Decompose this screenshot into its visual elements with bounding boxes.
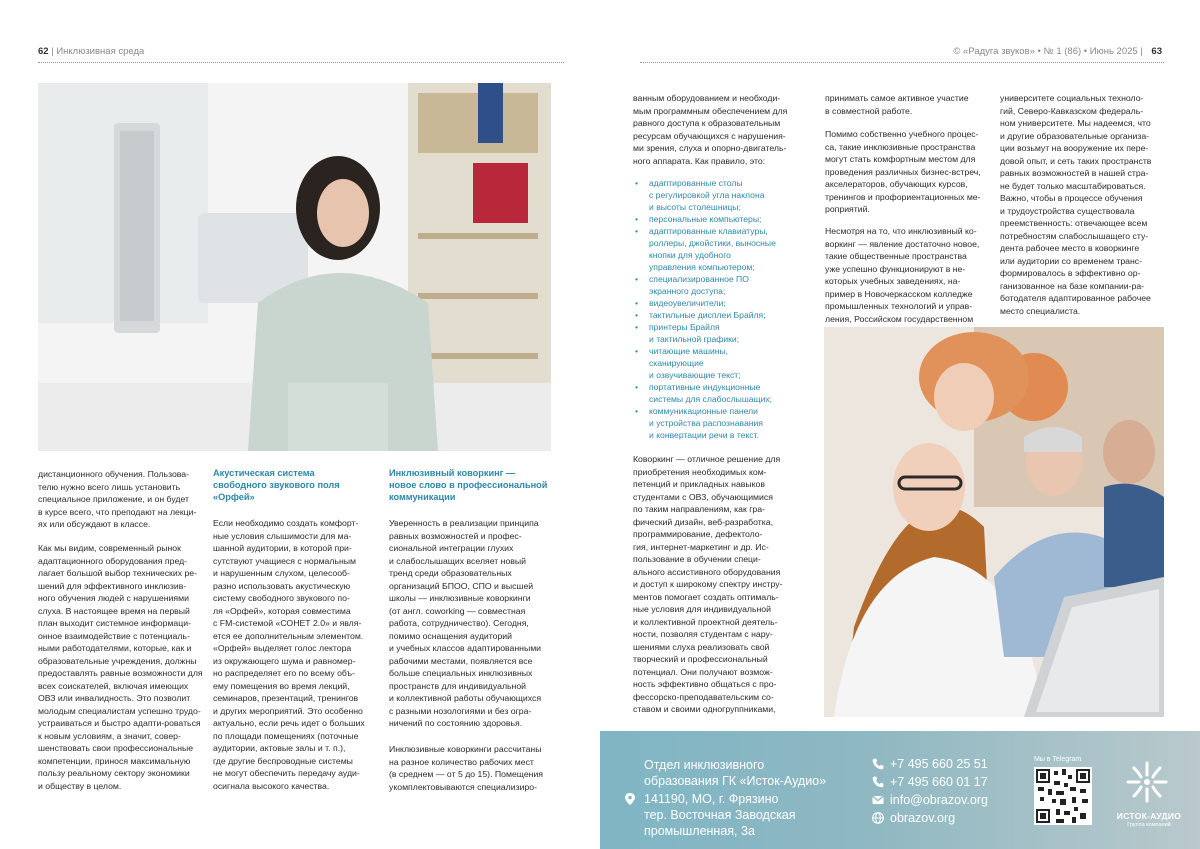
list-item: • читающие машины, сканирующие и озвучивающие текст; [633,345,817,381]
istok-audio-logo-icon [1122,757,1172,807]
orfei-heading: Акустическая система свободного звукового поля «Орфей» [213,468,340,502]
list-item: • адаптированные столы с регулировкой угла наклона и высоты столешницы; [633,177,817,213]
col1-paragraph-2: Как мы видим, современный рынок адаптационного оборудования пред- лагает большой выбор технических ре- шений для эффективного инклюзив- ного обучения людей с нарушениями слуха. В настоящее время на первый план выходит системное информаци- онное взаимодействие с потенциаль- ными работодателями, которые, как и образовательные учреждения, должны предоставлять равные возможности для всех соискателей, включая имеющих ОВЗ или инвалидность. Это позволит молодым специалистам успешно трудо- устраиваться и быстро адапти-роваться к новым условиям, а значит, совер- шенствовать свои профессиональные компетенции, принося максимальную пользу реальному сектору экономики и обществу в целом. [38,543,203,791]
col6-paragraph-1: университете социальных техноло- гий, Северо-Кавказском федераль- ном университете. Мы надеемся, что и другие образовательные организа- ции возьмут на вооружение их пере- довой опыт, и сеть таких пространств равных возможностей в нашей стра- не будет только масштабироваться. Важно, чтобы в процессе обучения и трудоустройства существовала преемственность: отвечающее всем потребностям слабослышащего сту- дента рабочее место в коворкинге или аудитории со временем транс- формировалось в эффективно ор- ганизованное на базе компании-ра- ботодателя адаптированное рабочее место специалиста. [1000,93,1152,316]
list-item: • персональные компьютеры; [633,213,817,225]
photo-coworking-group [824,327,1164,717]
list-item: • видеоувеличители; [633,297,817,309]
right-page-number: 63 [1151,46,1162,57]
issue-credit: © «Радуга звуков» • № 1 (86) • Июнь 2025 | [953,46,1143,57]
col5-paragraph-3: Несмотря на то, что инклюзивный ко- воркинг — явление достаточно новое, такие общественные пространства уже успешно функционируют в не- которых учебных заведениях, на- пример в Новочеркасском колледже промышленных технологий и управ- ления, Российском государственном [825,226,980,324]
phone-icon [872,776,884,788]
website-link[interactable]: obrazov.org [890,811,956,825]
left-page-number: 62 [38,46,49,57]
photo-teacher-headset [38,83,551,451]
phone-number-2[interactable]: +7 495 660 01 17 [890,775,988,789]
list-item: • портативные индукционные системы для слабослышащих; [633,381,817,405]
logo-wordmark: ИСТОК-АУДИО [1116,811,1182,821]
coworking-heading: Инклюзивный коворкинг — новое слово в профессиональной коммуникации [389,468,548,502]
col3-paragraph-1: Уверенность в реализации принципа равных возможностей и профес- сиональной интеграции глухих и слабослышащих вселяет новый тренд среди образовательных организаций БПОО, СПО и высшей школы — инклюзивные коворкинги (от англ. coworking — совместная работа, сотрудничество). Сегодня, помимо оснащения аудиторий и учебных классов адаптированными рабочими местами, появляется все больше специальных инклюзивных пространств для индивидуальной и коллективной работы обучающихся с разными нозологиями и без огра- ничений по состоянию здоровья. [389,518,542,728]
phone-icon [872,758,884,770]
telegram-label: Мы в Telegram [1034,756,1082,763]
contact-footer [600,731,1200,849]
location-pin-icon [624,793,636,805]
col5-paragraph-1: принимать самое активное участие в совместной работе. [825,93,969,116]
col5-paragraph-2: Помимо собственно учебного процес- са, такие инклюзивные пространства могут стать комфортным местом для проведения различных бизнес-встреч, акселераторов, обучающих курсов, тренингов и профориентационных ме- роприятий. [825,129,981,214]
equipment-list [633,177,817,441]
list-item: • тактильные дисплеи Брайля; [633,309,817,321]
col4-paragraph-2: Коворкинг — отличное решение для приобретения необходимых ком- петенций и прикладных навыков студентами с ОВЗ, обучающимися по таким направлениям, как гра- фический дизайн, веб-разработка, программирование, дефектоло- гия, интернет-маркетинг и др. Ис- пользование в обучении специ- ального ассистивного оборудования и доступ к широкому спектру инстру- ментов помогает создать оптималь- ные условия для индивидуальной и коллективной проектной деятель- ности, позволяя студентам с нару- шениями слуха реализовать свой творческий и профессиональный потенциал. Они получают возмож- ность эффективно общаться с про- фессорско-преподавательским со- ставом и своими одногруппниками, [633,454,783,714]
phone-number-1[interactable]: +7 495 660 25 51 [890,757,988,771]
logo-subtitle: Группа компаний [1127,822,1171,828]
col4-paragraph-1: ванным оборудованием и необходи- мым программным обеспечением для равного доступа к образовательным ресурсам обучающихся с нарушения- ми зрения, слуха и опорно-двигатель- ного аппарата. Как правило, это: [633,93,788,166]
right-header-rule [640,62,1164,63]
col3-paragraph-2: Инклюзивные коворкинги рассчитаны на разное количество рабочих мест (в среднем — от 5 до 15). Помещения укомплектовываются специализиро- [389,744,544,792]
left-header-rule [38,62,564,63]
department-name: Отдел инклюзивного образования ГК «Исток-Аудио» [644,758,827,788]
email-icon [872,794,884,806]
list-item: • коммуникационные панели и устройства распознавания и конвертации речи в текст. [633,405,817,441]
left-section-title: | Инклюзивная среда [51,46,145,57]
list-item: • специализированное ПО экранного доступа; [633,273,817,297]
email-link[interactable]: info@obrazov.org [890,793,988,807]
col1-paragraph-1: дистанционного обучения. Пользова- телю нужно всего лишь установить специальное приложение, и он будет в курсе всего, что преподают на лекци- ях или обсуждают в классе. [38,469,197,529]
col2-paragraph-1: Если необходимо создать комфорт- ные условия слышимости для ма- шанной аудитории, в которой при- сутствуют учащиеся с нормальным и нарушенным слухом, целесооб- разно использовать акустическую систему свободного звукового по- ля «Орфей», которая совместима с FM-системой «СОНЕТ 2.0» и явля- ется ее дополнительным элементом. «Орфей» выделяет голос лектора из окружающего шума и равномер- но распределяет его по всему объ- ему помещения во время лекций, семинаров, презентаций, тренингов и других мероприятий. Это особенно актуально, если речь идет о больших по площади помещениях (поточные аудитории, актовые залы и т. п.), где другие беспроводные системы не могут обеспечить передачу ауди- осигнала высокого качества. [213,518,365,791]
list-item: • адаптированные клавиатуры, роллеры, джойстики, выносные кнопки для удобного управления компьютером; [633,225,817,273]
telegram-qr-code[interactable] [1034,767,1092,825]
left-header [38,46,144,57]
globe-icon [872,812,884,824]
address: 141190, МО, г. Фрязино тер. Восточная Заводская промышленная, 3а [644,792,796,838]
right-header [953,46,1162,57]
list-item: • принтеры Брайля и тактильной графики; [633,321,817,345]
